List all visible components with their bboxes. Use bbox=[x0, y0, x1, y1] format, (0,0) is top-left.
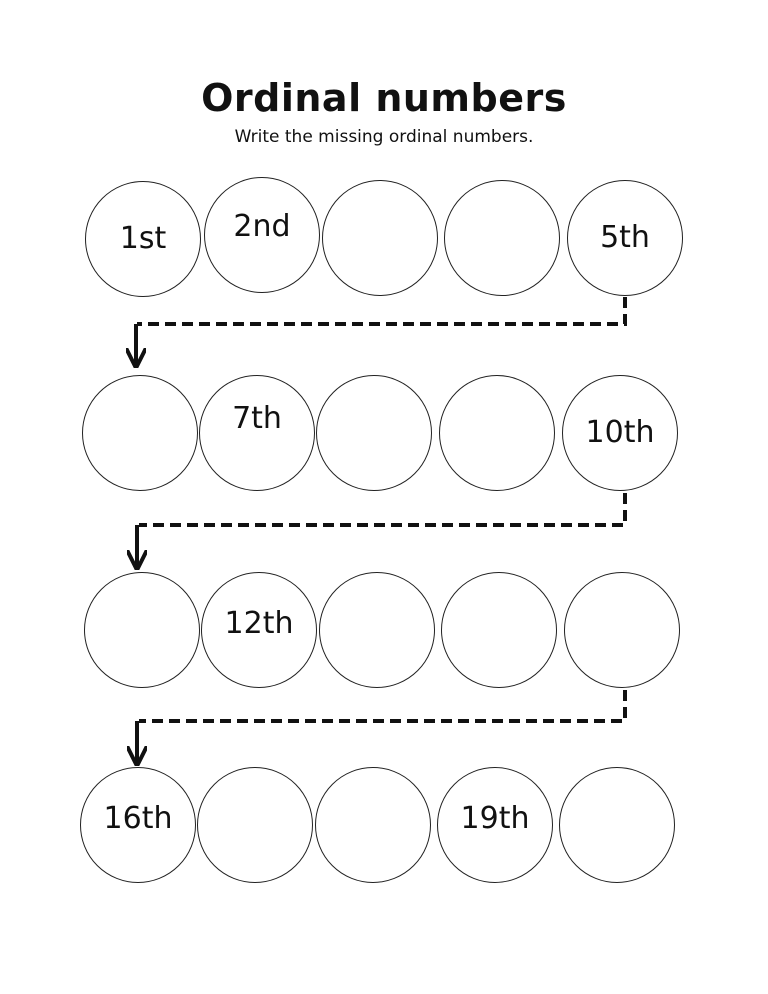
answer-circle[interactable] bbox=[85, 181, 201, 297]
worksheet-title: Ordinal numbers bbox=[201, 76, 567, 120]
answer-circle[interactable] bbox=[441, 572, 557, 688]
answer-circle[interactable] bbox=[84, 572, 200, 688]
answer-circle[interactable] bbox=[204, 177, 320, 293]
answer-circle[interactable] bbox=[197, 767, 313, 883]
answer-circle[interactable] bbox=[316, 375, 432, 491]
answer-circle[interactable] bbox=[82, 375, 198, 491]
circle-label: 5th bbox=[600, 220, 650, 255]
connector-3 bbox=[137, 690, 625, 764]
answer-circle[interactable] bbox=[199, 375, 315, 491]
circle-label: 12th bbox=[224, 606, 294, 641]
answer-circle[interactable] bbox=[319, 572, 435, 688]
worksheet-instruction: Write the missing ordinal numbers. bbox=[234, 127, 534, 147]
answer-circle[interactable] bbox=[567, 180, 683, 296]
circle-label: 19th bbox=[460, 801, 530, 836]
connector-2 bbox=[137, 493, 625, 568]
answer-circle[interactable] bbox=[201, 572, 317, 688]
answer-circle[interactable] bbox=[559, 767, 675, 883]
circle-label: 2nd bbox=[233, 209, 291, 244]
answer-circle[interactable] bbox=[439, 375, 555, 491]
circle-label: 10th bbox=[585, 415, 655, 450]
answer-circle[interactable] bbox=[315, 767, 431, 883]
answer-circle[interactable] bbox=[562, 375, 678, 491]
answer-circle[interactable] bbox=[322, 180, 438, 296]
answer-circle[interactable] bbox=[80, 767, 196, 883]
answer-circle[interactable] bbox=[444, 180, 560, 296]
circle-label: 1st bbox=[119, 221, 167, 256]
answer-circle[interactable] bbox=[437, 767, 553, 883]
answer-circle[interactable] bbox=[564, 572, 680, 688]
circle-label: 16th bbox=[103, 801, 173, 836]
connector-1 bbox=[136, 297, 625, 366]
circle-label: 7th bbox=[232, 401, 282, 436]
